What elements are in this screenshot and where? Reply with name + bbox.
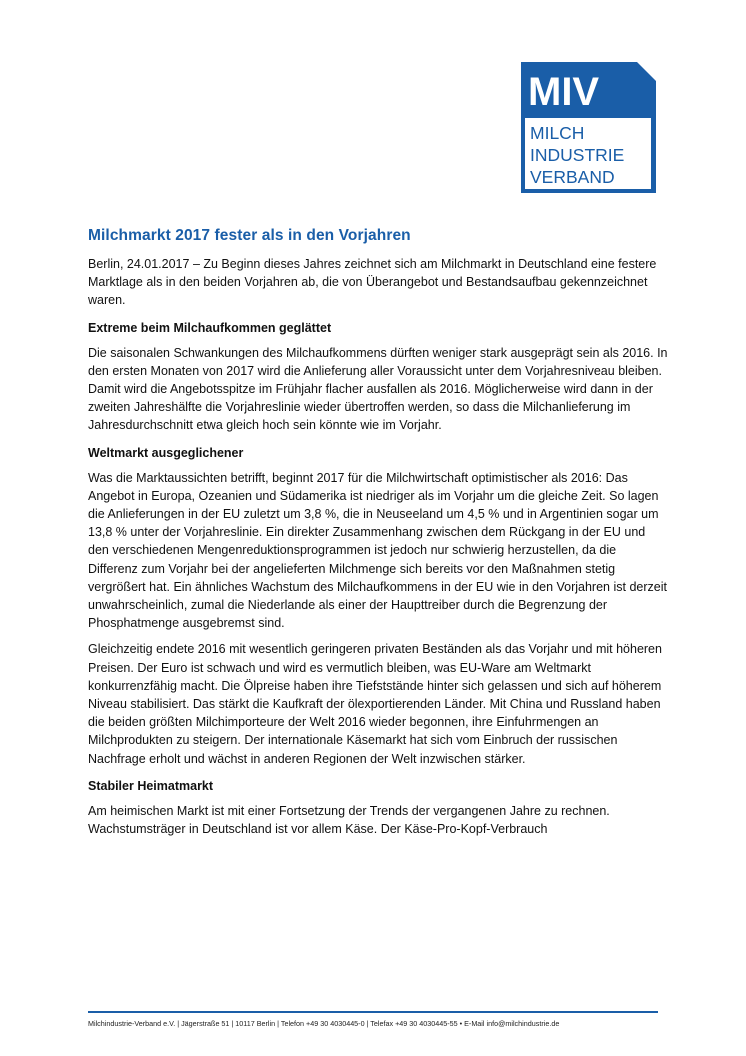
- logo-line-industrie: INDUSTRIE: [530, 145, 625, 165]
- section2-paragraph-1: Was die Marktaussichten betrifft, beginnt 2017 für die Milchwirtschaft optimistischer als 2016: Das Angebot in Europa, Ozeanien und Südamerika ist niedriger als im Vorjahr um die gleiche Zeit. So lagen die Anlieferungen in der EU zuletzt um 3,8 %, die in Neuseeland um 4,5 % und in Argentinien sogar um 13,8 % unter der Vorjahreslinie. Ein direkter Zusammenhang zwischen dem Rückgang in der EU und den verschiedenen Mengenreduktionsprogrammen ist jedoch nur schwierig herzustellen, da die Differenz zum Vorjahr bei der angelieferten Milchmenge sich bereits vor den Maßnahmen stetig vergrößert hat. Ein ähnliches Wachstum des Milchaufkommens in der EU wie in den Vorjahren ist derzeit unwahrscheinlich, zumal die Niederlande als einer der Haupttreiber durch die Begrenzung der Phosphatmenge ausgebremst sind.: [88, 470, 667, 631]
- section-heading-milchaufkommen: Extreme beim Milchaufkommen geglättet: [88, 320, 332, 335]
- miv-logo: [520, 62, 657, 194]
- article-body: [88, 226, 668, 846]
- section-heading-weltmarkt: Weltmarkt ausgeglichener: [88, 445, 244, 460]
- footer-divider: [88, 1011, 658, 1013]
- section-heading-heimatmarkt: Stabiler Heimatmarkt: [88, 778, 214, 793]
- footer-contact: Milchindustrie-Verband e.V. | Jägerstraße 51 | 10117 Berlin | Telefon +49 30 4030445-0 | Telefax +49 30 4030445-55 • E-Mail info@milchindustrie.de: [88, 1019, 560, 1028]
- logo-line-verband: VERBAND: [530, 167, 615, 187]
- article-title: Milchmarkt 2017 fester als in den Vorjahren: [88, 227, 411, 244]
- logo-abbr: MIV: [528, 70, 600, 114]
- section2-paragraph-2: Gleichzeitig endete 2016 mit wesentlich geringeren privaten Beständen als das Vorjahr und mit höheren Preisen. Der Euro ist schwach und wird es vermutlich bleiben, was EU-Ware am Weltmarkt konkurrenzfähig macht. Die Ölpreise haben ihre Tiefststände hinter sich gelassen und sich auf höherem Niveau stabilisiert. Das stärkt die Kaufkraft der ölexportierenden Länder. Mit China und Russland haben die beiden größten Milchimporteure der Welt 2016 wieder begonnen, ihre Einfuhrmengen an Milchprodukten zu steigern. Der internationale Käsemarkt hat sich vom Einbruch der russischen Nachfrage erholt und wächst in anderen Regionen der Welt inzwischen stärker.: [88, 642, 662, 766]
- section1-paragraph: Die saisonalen Schwankungen des Milchaufkommens dürften weniger stark ausgeprägt sein als 2016. In den ersten Monaten von 2017 wird die Anlieferung aller Voraussicht unter dem Vorjahresniveau bleiben. Damit wird die Angebotsspitze im Frühjahr flacher ausfallen als 2016. Möglicherweise wird dann in der zweiten Jahreshälfte die Vorjahreslinie wieder übertroffen werden, so dass die Milchanlieferung im Jahresdurchschnitt etwa gleich hoch sein könnte wie im Vorjahr.: [88, 345, 668, 433]
- intro-paragraph: Berlin, 24.01.2017 – Zu Beginn dieses Jahres zeichnet sich am Milchmarkt in Deutschland eine festere Marktlage als in den beiden Vorjahren ab, die von Überangebot und Bestandsaufbau gekennzeichnet waren.: [88, 257, 657, 308]
- logo-line-milch: MILCH: [530, 123, 585, 143]
- section3-paragraph: Am heimischen Markt ist mit einer Fortsetzung der Trends der vergangenen Jahre zu rechnen. Wachstumsträger in Deutschland ist vor allem Käse. Der Käse-Pro-Kopf-Verbrauch: [88, 803, 610, 837]
